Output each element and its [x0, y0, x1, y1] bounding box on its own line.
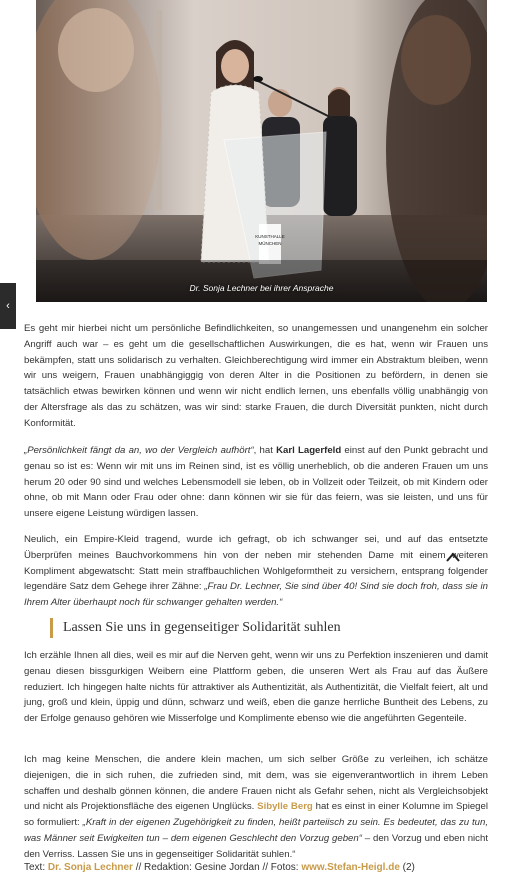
photographer-link[interactable]: www.Stefan-Heigl.de: [301, 862, 400, 873]
chevron-left-icon: ‹: [6, 300, 10, 312]
podium-text-2: MÜNCHEN: [258, 241, 282, 246]
berg-quote: „Kraft in der eigenen Zugehörigkeit zu finden, heißt parteiisch zu sein. Es bedeutet, das zu tun, was Männer seit Ewigkeiten tun – dem eigenen Geschlecht den Vorzug geben“: [24, 817, 488, 844]
paragraph-1: Es geht mir hierbei nicht um persönliche Befindlichkeiten, so unangemessen und unangenehm ein solcher Angriff auch war – es geht um die gesellschaftlichen Auswirkungen, die es hat, wenn wir Frauen uns bekämpfen, statt uns solidarisch zu verhalten. Gleichberechtigung wird immer ein Abstraktum bleiben, wenn wir uns weigern, Frauen unabhängiggig von deren Alter in die Positionen zu befördern, in denen sie tatsächlich etwas bewirken können und wenn wir nicht endlich lernen, uns ebenfalls völlig unabhängig von der Altersfrage als das zu schätzen, was wir sind: starke Frauen, die durch Diversität punkten, nicht durch Konformität.: [24, 323, 488, 429]
paragraph-3-body: Neulich, ein Empire-Kleid tragend, wurde ich gefragt, ob ich schwanger sei, und auf das entsetzte Überprüfen meines Bauchvorkommens hin von der neben mir stehenden Dame mit einem weiteren Kompliment abgewatscht: Statt mein straffbauchlichen Wohlgeformtheit zu versichern, entsprang folgender legendäre Satz dem Gehege ihrer Zähne:: [24, 534, 488, 593]
photo-caption: Dr. Sonja Lechner bei ihrer Ansprache: [189, 283, 334, 293]
paragraph-5-end: – den Vorzug und eben nicht den Verriss. Lassen Sie uns in gegenseitiger Solidarität suhlen.“: [24, 832, 488, 860]
credits-editor: // Redaktion: Gesine Jordan // Fotos:: [132, 862, 302, 873]
credits-page-count: (2): [399, 862, 415, 873]
paragraph-2: [24, 443, 488, 522]
lagerfeld-quote: „Persönlichkeit fängt da an, wo der Vergleich aufhört“: [24, 445, 254, 456]
credits-text-label: Text:: [24, 862, 48, 873]
section-heading: Lassen Sie uns in gegenseitiger Solidarität suhlen: [50, 618, 483, 638]
author-link[interactable]: Dr. Sonja Lechner: [47, 862, 133, 873]
paragraph-2-body: einst auf den Punkt gebracht und genau so ist es: Wenn wir mit uns im Reinen sind, ist es völlig unerheblich, ob die anderen Frauen um uns herum 20 oder 90 sind und welches Lebensmodell sie leben, ob in Vollzeit oder Teilzeit, ob mit Kindern oder ohne, ob mit Mann oder Frau oder ohne: dann können wir sie für das feiern, was sie leisten, und uns für unsere eigene Leistung würdigen lassen.: [24, 445, 488, 520]
photo-illustration: [36, 0, 487, 302]
side-nav-tab[interactable]: [0, 283, 16, 329]
sibylle-berg-link[interactable]: Sibylle Berg: [257, 801, 313, 813]
karl-lagerfeld-name: Karl Lagerfeld: [276, 445, 342, 456]
paragraph-5-body: Ich mag keine Menschen, die andere klein machen, um sich selber Größe zu verleihen, ich schätze diejenigen, die in sich ruhen, die zufrieden sind, mit dem, was sie eigenverantwortlich in ihrem Leben schaffen und deshalb gönnen können, die andere Frauen nicht als Gefahr sehen, nicht als Vergleichsobjekt und nicht als Projektionsfläche des eigenen Unglücks.: [24, 754, 488, 813]
paragraph-5: [24, 752, 488, 863]
paragraph-4: Ich erzähle Ihnen all dies, weil es mir auf die Nerven geht, wenn wir uns zu Perfektion inszenieren und damit genau diesen bissgurkigen Weibern eine Plattform geben, die unseren Wert als Frau auf das Äußere reduziert. Ich hingegen halte nichts für attraktiver als Authentizität, als Authentizität, die Vielfalt feiert, alt und jung, groß und klein, üppig und dünn, schwarz und weiß, eben die ganze herrliche Buntheit des Lebens, zu der Erfolge genauso gehören wie Misserfolge und Komplimente ebenso wie die angeführten Gegenteile.: [24, 650, 488, 725]
credits-line: [24, 860, 488, 875]
chevron-up-icon[interactable]: [446, 552, 460, 562]
pregnancy-quote: „Frau Dr. Lechner, Sie sind über 40! Sind sie doch froh, dass sie in Ihrem Alter überhaupt noch für schwanger gehalten werden.“: [24, 581, 488, 609]
paragraph-5-connector: hat es einst in einer Kolumne im Spiegel so formuliert:: [24, 801, 488, 829]
podium-text-1: KUNSTHALLE: [255, 234, 285, 239]
article-photo: [36, 0, 487, 302]
paragraph-2-connector: , hat: [253, 445, 277, 456]
paragraph-3: [24, 532, 488, 611]
